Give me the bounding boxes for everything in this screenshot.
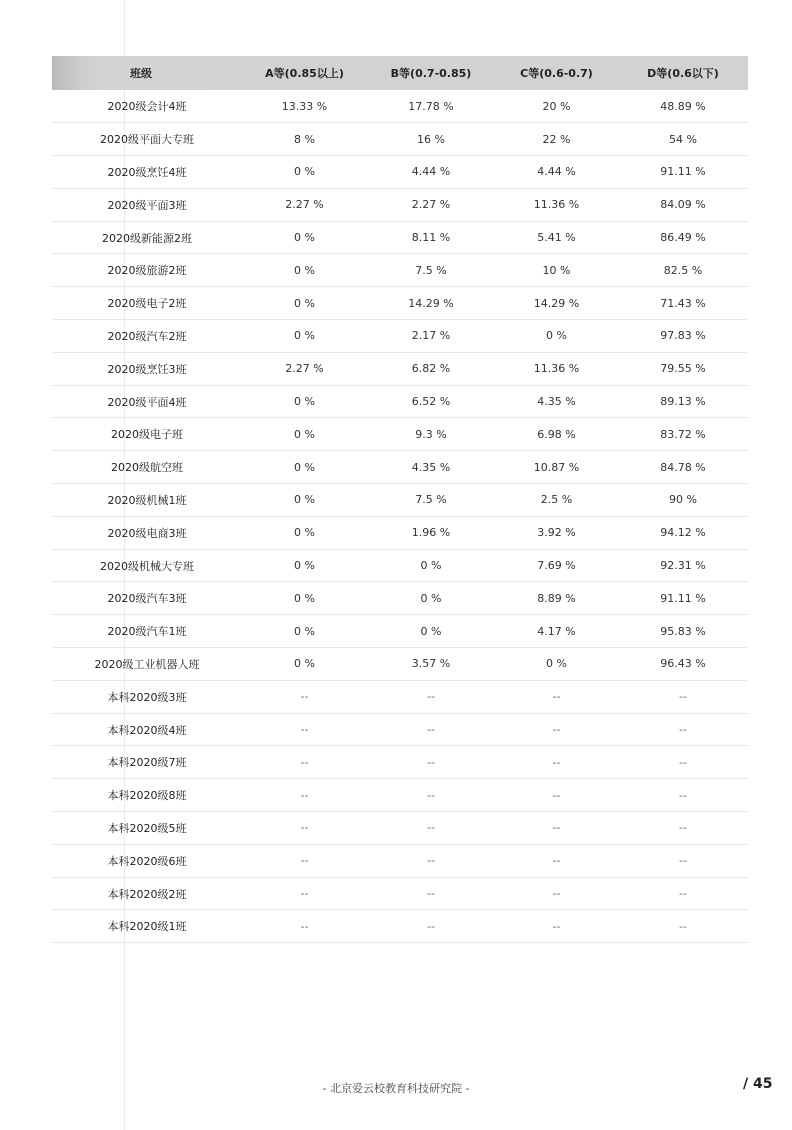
- grade-c-cell: 2.5 %: [495, 484, 618, 517]
- grade-b-cell: 1.96 %: [367, 516, 495, 549]
- grade-c-cell: 6.98 %: [495, 418, 618, 451]
- table-row: [52, 844, 748, 877]
- grade-d-cell: 48.89 %: [618, 90, 748, 123]
- grade-c-cell: 11.36 %: [495, 188, 618, 221]
- grade-d-cell: 54 %: [618, 123, 748, 156]
- class-name-cell: 2020级汽车3班: [52, 582, 242, 615]
- footer-institute: - 北京爱云校教育科技研究院 -: [322, 1082, 470, 1095]
- grade-b-cell: 3.57 %: [367, 648, 495, 681]
- grade-a-cell: --: [242, 910, 367, 943]
- grade-d-cell: 91.11 %: [618, 582, 748, 615]
- grade-a-cell: --: [242, 680, 367, 713]
- class-name-cell: 本科2020级7班: [52, 746, 242, 779]
- grade-c-cell: 3.92 %: [495, 516, 618, 549]
- class-name-cell: 2020级烹饪4班: [52, 156, 242, 189]
- grade-c-cell: 10 %: [495, 254, 618, 287]
- grade-c-cell: --: [495, 910, 618, 943]
- grade-d-cell: --: [618, 713, 748, 746]
- grade-d-cell: --: [618, 812, 748, 845]
- grade-a-cell: 0 %: [242, 254, 367, 287]
- class-name-cell: 2020级烹饪3班: [52, 352, 242, 385]
- class-name-cell: 2020级汽车2班: [52, 320, 242, 353]
- grade-b-cell: --: [367, 746, 495, 779]
- table-header: [52, 56, 748, 90]
- grade-b-cell: --: [367, 844, 495, 877]
- grade-a-cell: 8 %: [242, 123, 367, 156]
- table-row: [52, 451, 748, 484]
- class-name-cell: 2020级航空班: [52, 451, 242, 484]
- grade-b-cell: 4.44 %: [367, 156, 495, 189]
- grade-b-cell: 2.17 %: [367, 320, 495, 353]
- grade-a-cell: 0 %: [242, 156, 367, 189]
- grade-b-cell: --: [367, 910, 495, 943]
- table-row: [52, 549, 748, 582]
- grade-d-cell: --: [618, 910, 748, 943]
- grade-d-cell: 94.12 %: [618, 516, 748, 549]
- grade-d-cell: 90 %: [618, 484, 748, 517]
- class-name-cell: 2020级电子2班: [52, 287, 242, 320]
- grade-a-cell: --: [242, 812, 367, 845]
- table-row: [52, 254, 748, 287]
- table-row: [52, 910, 748, 943]
- grade-b-cell: --: [367, 779, 495, 812]
- grade-c-cell: --: [495, 877, 618, 910]
- grade-a-cell: --: [242, 844, 367, 877]
- grade-c-cell: --: [495, 680, 618, 713]
- grade-d-cell: --: [618, 844, 748, 877]
- table-row: [52, 582, 748, 615]
- grade-d-cell: 91.11 %: [618, 156, 748, 189]
- class-name-cell: 本科2020级2班: [52, 877, 242, 910]
- class-name-cell: 2020级工业机器人班: [52, 648, 242, 681]
- grade-b-cell: 6.82 %: [367, 352, 495, 385]
- grade-distribution-table-container: [52, 56, 748, 943]
- grade-a-cell: 0 %: [242, 385, 367, 418]
- grade-c-cell: 4.17 %: [495, 615, 618, 648]
- grade-c-cell: 0 %: [495, 648, 618, 681]
- grade-distribution-table: [52, 56, 748, 943]
- grade-a-cell: 0 %: [242, 451, 367, 484]
- header-row: [52, 56, 748, 90]
- grade-d-cell: 86.49 %: [618, 221, 748, 254]
- table-row: [52, 90, 748, 123]
- table-row: [52, 320, 748, 353]
- grade-a-cell: 2.27 %: [242, 352, 367, 385]
- table-row: [52, 484, 748, 517]
- grade-b-cell: --: [367, 877, 495, 910]
- grade-a-cell: 0 %: [242, 287, 367, 320]
- grade-b-cell: 0 %: [367, 615, 495, 648]
- grade-c-cell: 20 %: [495, 90, 618, 123]
- header-grade-d: D等(0.6以下): [618, 56, 748, 90]
- class-name-cell: 本科2020级6班: [52, 844, 242, 877]
- class-name-cell: 2020级电商3班: [52, 516, 242, 549]
- grade-a-cell: 0 %: [242, 516, 367, 549]
- grade-b-cell: 4.35 %: [367, 451, 495, 484]
- table-row: [52, 123, 748, 156]
- header-grade-c: C等(0.6-0.7): [495, 56, 618, 90]
- grade-a-cell: --: [242, 877, 367, 910]
- grade-b-cell: --: [367, 812, 495, 845]
- class-name-cell: 本科2020级1班: [52, 910, 242, 943]
- class-name-cell: 本科2020级8班: [52, 779, 242, 812]
- header-grade-b: B等(0.7-0.85): [367, 56, 495, 90]
- class-name-cell: 2020级会计4班: [52, 90, 242, 123]
- table-row: [52, 352, 748, 385]
- grade-d-cell: --: [618, 746, 748, 779]
- grade-b-cell: 14.29 %: [367, 287, 495, 320]
- grade-b-cell: 7.5 %: [367, 484, 495, 517]
- table-row: [52, 287, 748, 320]
- grade-b-cell: 9.3 %: [367, 418, 495, 451]
- grade-c-cell: 7.69 %: [495, 549, 618, 582]
- grade-d-cell: 84.09 %: [618, 188, 748, 221]
- table-row: [52, 779, 748, 812]
- table-row: [52, 516, 748, 549]
- table-row: [52, 615, 748, 648]
- grade-d-cell: 92.31 %: [618, 549, 748, 582]
- grade-c-cell: --: [495, 844, 618, 877]
- class-name-cell: 本科2020级4班: [52, 713, 242, 746]
- grade-d-cell: 96.43 %: [618, 648, 748, 681]
- grade-a-cell: 0 %: [242, 221, 367, 254]
- grade-a-cell: 2.27 %: [242, 188, 367, 221]
- table-row: [52, 385, 748, 418]
- grade-c-cell: 14.29 %: [495, 287, 618, 320]
- grade-d-cell: 89.13 %: [618, 385, 748, 418]
- grade-d-cell: --: [618, 877, 748, 910]
- grade-a-cell: --: [242, 779, 367, 812]
- class-name-cell: 2020级平面大专班: [52, 123, 242, 156]
- table-body: [52, 90, 748, 943]
- table-row: [52, 746, 748, 779]
- grade-d-cell: 97.83 %: [618, 320, 748, 353]
- class-name-cell: 2020级电子班: [52, 418, 242, 451]
- table-row: [52, 680, 748, 713]
- grade-a-cell: 0 %: [242, 320, 367, 353]
- grade-a-cell: 0 %: [242, 615, 367, 648]
- class-name-cell: 本科2020级5班: [52, 812, 242, 845]
- grade-b-cell: 6.52 %: [367, 385, 495, 418]
- grade-b-cell: --: [367, 713, 495, 746]
- grade-b-cell: 0 %: [367, 582, 495, 615]
- grade-c-cell: 10.87 %: [495, 451, 618, 484]
- grade-a-cell: 0 %: [242, 418, 367, 451]
- grade-c-cell: 22 %: [495, 123, 618, 156]
- grade-a-cell: 0 %: [242, 484, 367, 517]
- grade-c-cell: --: [495, 779, 618, 812]
- grade-a-cell: 0 %: [242, 648, 367, 681]
- grade-a-cell: 13.33 %: [242, 90, 367, 123]
- grade-d-cell: 82.5 %: [618, 254, 748, 287]
- grade-c-cell: 4.35 %: [495, 385, 618, 418]
- class-name-cell: 2020级平面3班: [52, 188, 242, 221]
- grade-b-cell: --: [367, 680, 495, 713]
- grade-c-cell: 8.89 %: [495, 582, 618, 615]
- page-number: / 45: [743, 1076, 773, 1092]
- class-name-cell: 2020级机械1班: [52, 484, 242, 517]
- grade-d-cell: --: [618, 779, 748, 812]
- grade-b-cell: 17.78 %: [367, 90, 495, 123]
- class-name-cell: 2020级平面4班: [52, 385, 242, 418]
- table-row: [52, 877, 748, 910]
- table-row: [52, 648, 748, 681]
- grade-b-cell: 8.11 %: [367, 221, 495, 254]
- grade-c-cell: --: [495, 713, 618, 746]
- grade-b-cell: 16 %: [367, 123, 495, 156]
- grade-a-cell: 0 %: [242, 582, 367, 615]
- grade-c-cell: 0 %: [495, 320, 618, 353]
- grade-a-cell: 0 %: [242, 549, 367, 582]
- class-name-cell: 2020级新能源2班: [52, 221, 242, 254]
- grade-c-cell: 5.41 %: [495, 221, 618, 254]
- table-row: [52, 221, 748, 254]
- table-row: [52, 156, 748, 189]
- class-name-cell: 2020级旅游2班: [52, 254, 242, 287]
- table-row: [52, 418, 748, 451]
- grade-c-cell: --: [495, 812, 618, 845]
- grade-b-cell: 7.5 %: [367, 254, 495, 287]
- grade-a-cell: --: [242, 746, 367, 779]
- grade-d-cell: 79.55 %: [618, 352, 748, 385]
- header-class: 班级: [52, 56, 242, 90]
- grade-d-cell: 84.78 %: [618, 451, 748, 484]
- class-name-cell: 2020级汽车1班: [52, 615, 242, 648]
- grade-c-cell: 4.44 %: [495, 156, 618, 189]
- table-row: [52, 812, 748, 845]
- class-name-cell: 2020级机械大专班: [52, 549, 242, 582]
- grade-d-cell: 83.72 %: [618, 418, 748, 451]
- grade-d-cell: --: [618, 680, 748, 713]
- grade-b-cell: 0 %: [367, 549, 495, 582]
- grade-d-cell: 95.83 %: [618, 615, 748, 648]
- grade-b-cell: 2.27 %: [367, 188, 495, 221]
- table-row: [52, 188, 748, 221]
- header-grade-a: A等(0.85以上): [242, 56, 367, 90]
- table-row: [52, 713, 748, 746]
- class-name-cell: 本科2020级3班: [52, 680, 242, 713]
- grade-c-cell: 11.36 %: [495, 352, 618, 385]
- grade-d-cell: 71.43 %: [618, 287, 748, 320]
- grade-c-cell: --: [495, 746, 618, 779]
- grade-a-cell: --: [242, 713, 367, 746]
